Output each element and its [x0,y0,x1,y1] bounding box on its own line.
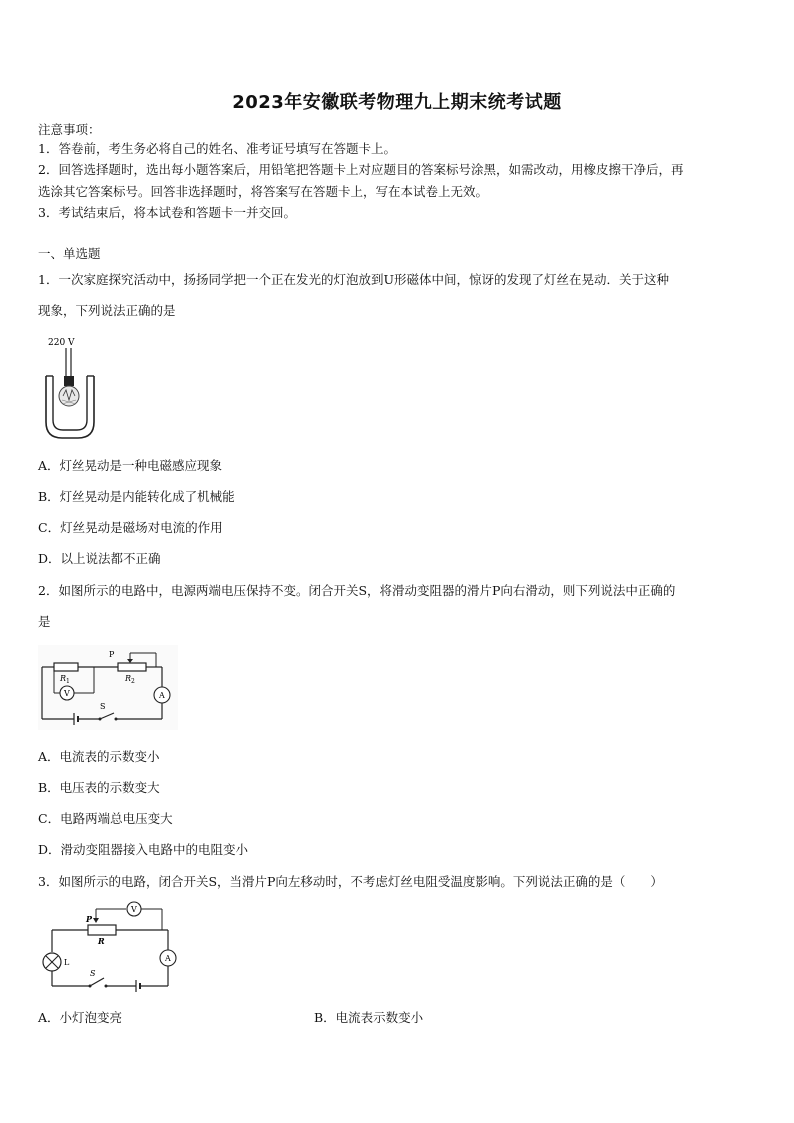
q1-option-a: A．灯丝晃动是一种电磁感应现象 [38,458,223,473]
voltmeter-label: V [131,905,137,914]
switch-s-label: S [90,969,96,978]
section-heading: 一、单选题 [38,246,101,261]
q2-option-d: D．滑动变阻器接入电路中的电阻变小 [38,842,249,857]
notice-item: 选涂其它答案标号。回答非选择题时，将答案写在答题卡上，写在本试卷上无效。 [38,184,489,199]
page-title: 2023年安徽联考物理九上期末统考试题 [232,92,562,113]
slider-p-label: P [109,650,115,659]
u-magnet-bulb-figure [40,334,100,446]
question-2-stem: 2．如图所示的电路中，电源两端电压保持不变。闭合开关S，将滑动变阻器的滑片P向右滑动，则下列说法中正确的 [38,583,676,598]
q1-option-b: B．灯丝晃动是内能转化成了机械能 [38,489,235,504]
q2-option-a: A．电流表的示数变小 [38,749,160,764]
q2-option-b: B．电压表的示数变大 [38,780,160,795]
r2-label: R [125,674,132,683]
switch-s-label: S [100,702,106,711]
q3-option-a: A．小灯泡变亮 [38,1010,123,1025]
q2-option-c: C．电路两端总电压变大 [38,811,173,826]
notice-item: 1．答卷前，考生务必将自己的姓名、准考证号填写在答题卡上。 [38,141,396,156]
circuit-figure-q2 [38,645,178,730]
question-1-stem: 1．一次家庭探究活动中，扬扬同学把一个正在发光的灯泡放到U形磁体中间，惊讶的发现了灯丝在晃动．关于这种 [38,272,669,287]
rheostat-r-label: R [98,936,105,946]
notice-item: 2．回答选择题时，选出每小题答案后，用铅笔把答题卡上对应题目的答案标号涂黑，如需改动，用橡皮擦干净后，再 [38,162,684,177]
circuit-figure-q3 [38,898,178,998]
q1-option-c: C．灯丝晃动是磁场对电流的作用 [38,520,223,535]
lamp-l-label: L [64,958,70,967]
notice-heading: 注意事项： [38,122,101,137]
voltage-label: 220 V [48,338,75,348]
question-3-stem: 3．如图所示的电路，闭合开关S，当滑片P向左移动时，不考虑灯丝电阻受温度影响。下列说法正确的是（ ） [38,874,663,889]
question-2-stem-cont: 是 [38,614,51,629]
ammeter-label: A [159,691,165,700]
voltmeter-label: V [64,689,70,698]
slider-p-label: P [86,914,93,924]
ammeter-label: A [165,954,171,963]
question-1-stem-cont: 现象，下列说法正确的是 [38,303,176,318]
q1-option-d: D．以上说法都不正确 [38,551,161,566]
q3-option-b: B．电流表示数变小 [314,1010,424,1025]
r1-subscript: 1 [66,678,70,685]
r2-subscript: 2 [131,678,135,685]
notice-item: 3．考试结束后，将本试卷和答题卡一并交回。 [38,205,296,220]
r1-label: R [60,674,67,683]
